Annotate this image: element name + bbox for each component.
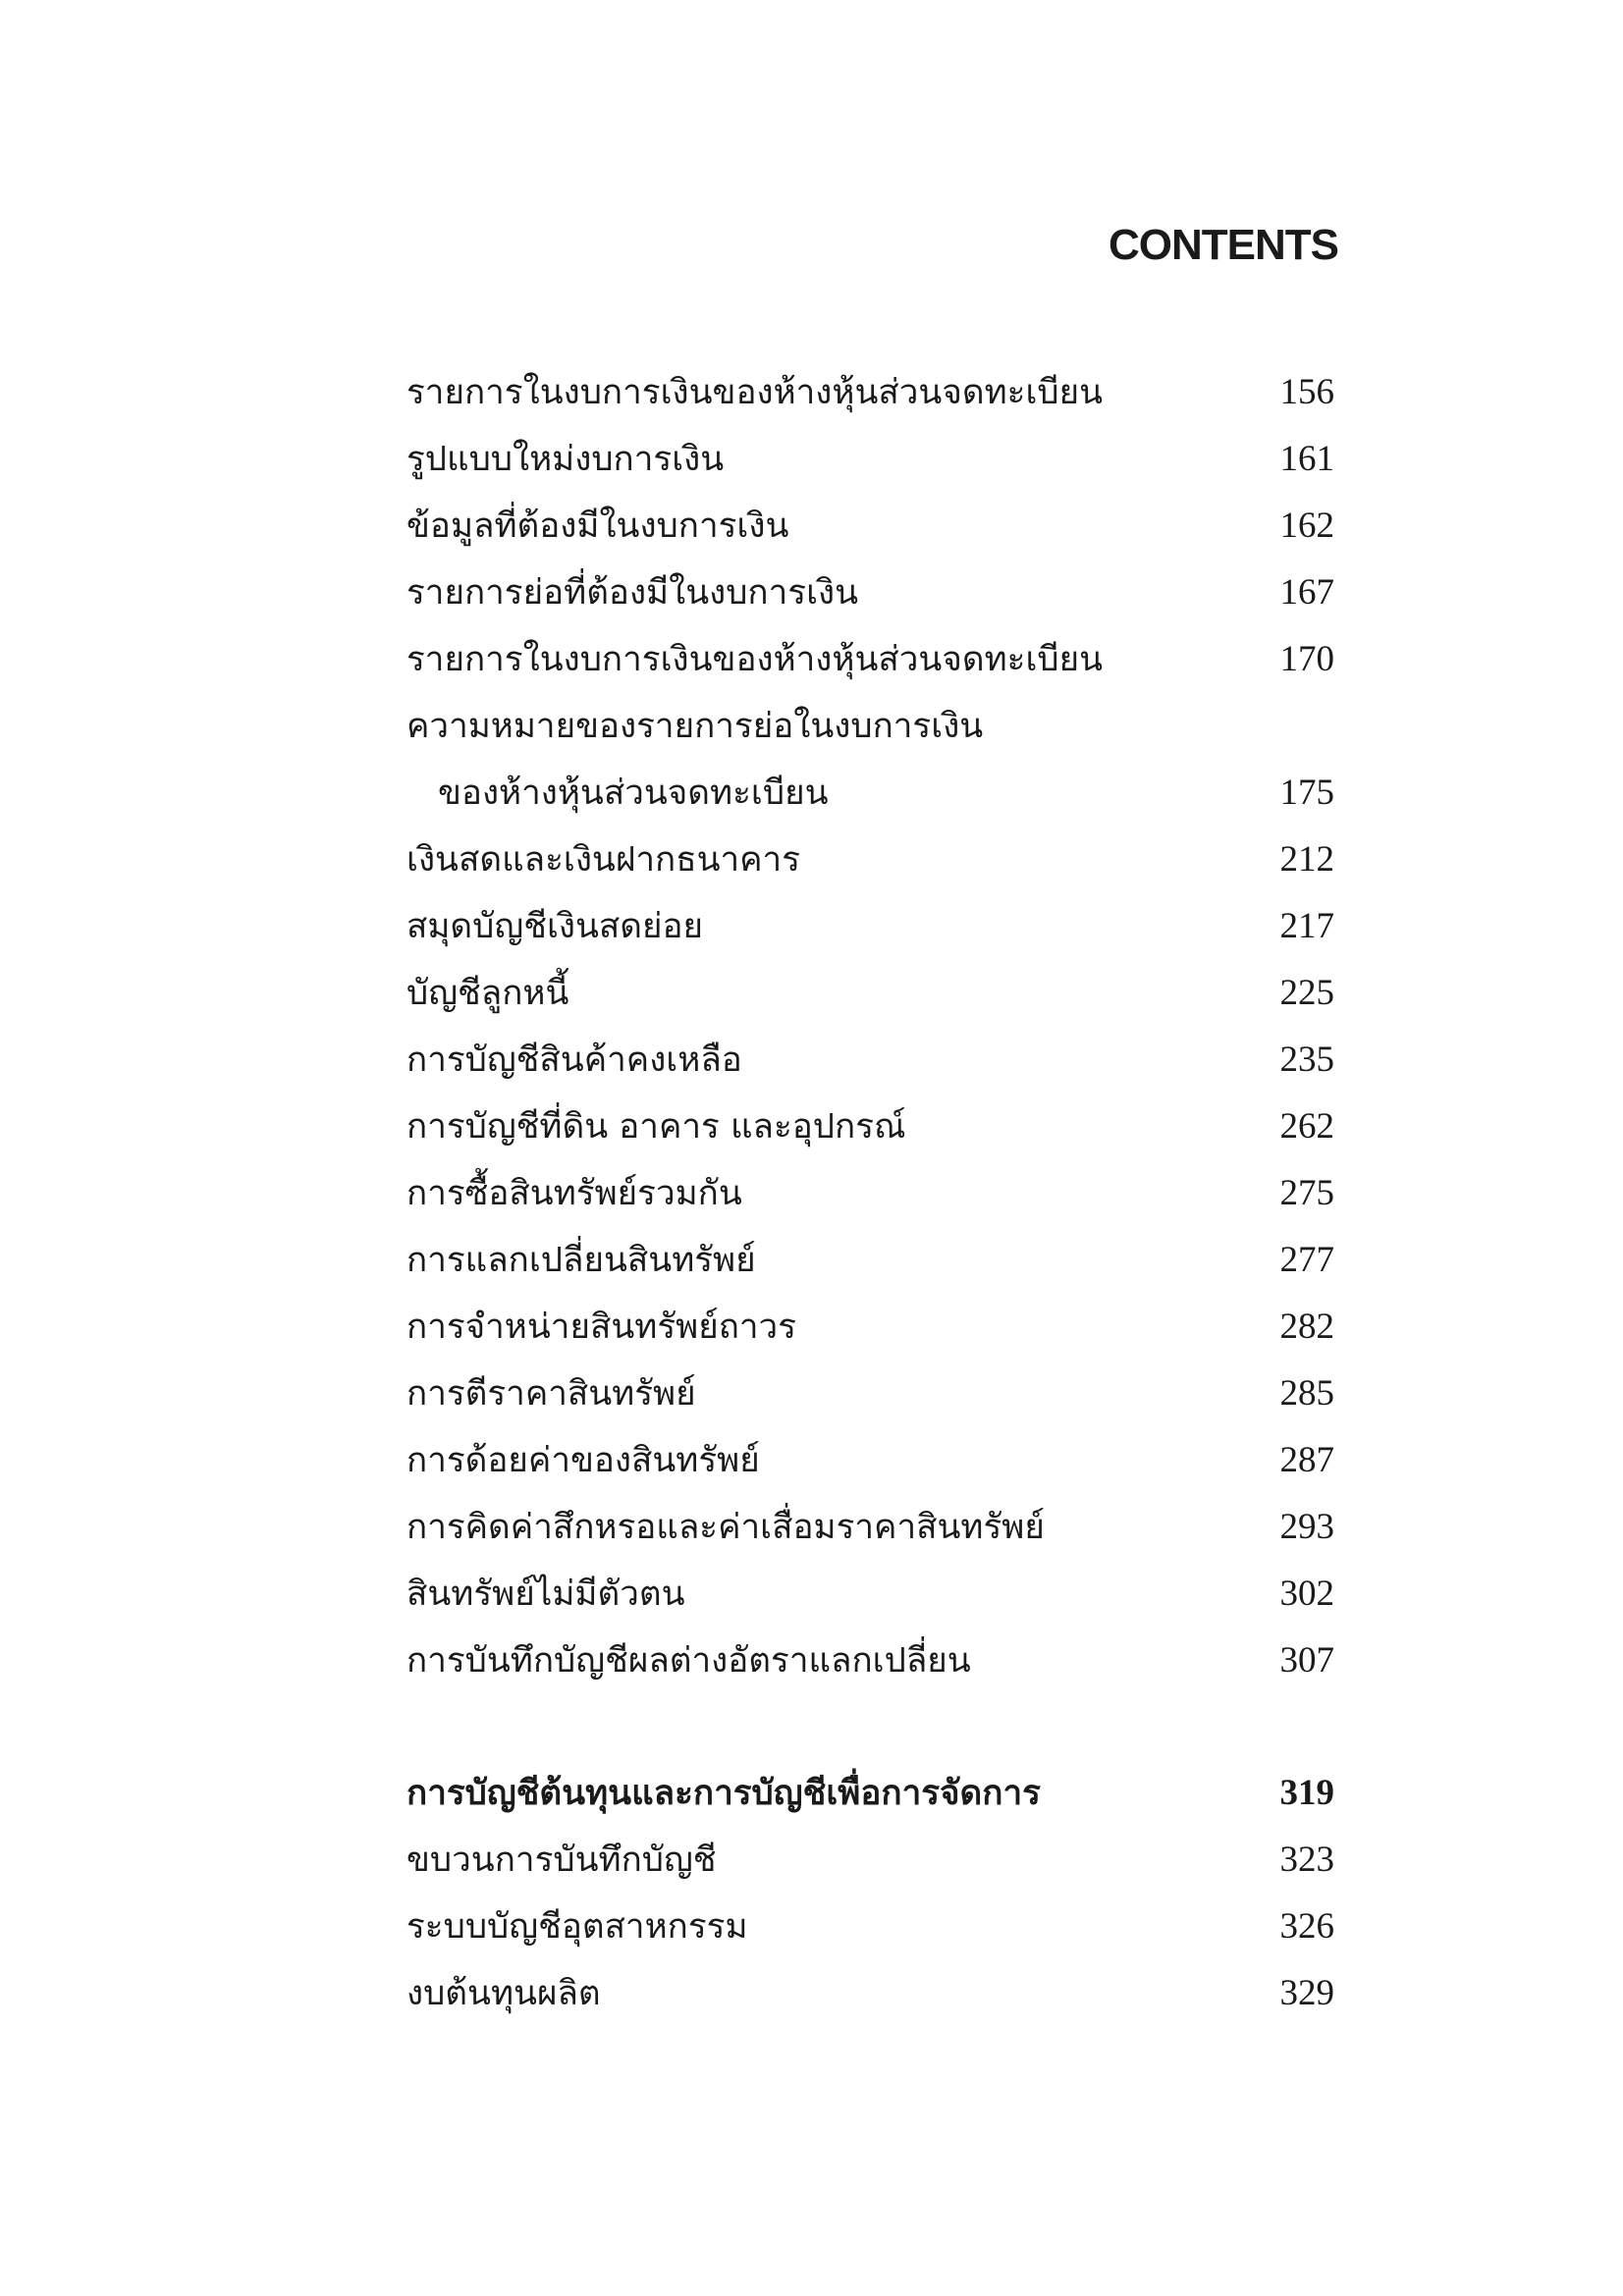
section-gap — [406, 1693, 1334, 1759]
toc-entry — [406, 559, 1334, 625]
toc-entry-title: การคิดค่าสึกหรอและค่าเสื่อมราคาสินทรัพย์ — [406, 1507, 1045, 1547]
toc-entry-page: 156 — [1279, 371, 1334, 412]
toc-entry-page: 161 — [1279, 438, 1334, 479]
toc-entry-page: 323 — [1279, 1839, 1334, 1880]
toc-entry-title: การบัญชีที่ดิน อาคาร และอุปกรณ์ — [406, 1106, 906, 1147]
toc-entry — [406, 892, 1334, 959]
toc-entry-title: รายการในงบการเงินของห้างหุ้นส่วนจดทะเบียน — [406, 372, 1104, 412]
toc-entry — [406, 692, 1334, 759]
toc-entry-title: งบต้นทุนผลิต — [406, 1973, 601, 2013]
toc-entry-page: 329 — [1279, 1972, 1334, 2013]
toc-entry-page: 170 — [1279, 638, 1334, 679]
page-heading: CONTENTS — [1109, 221, 1338, 269]
toc-entry-page: 319 — [1279, 1772, 1334, 1813]
toc-entry-page: 175 — [1279, 772, 1334, 813]
toc-entry-page: 307 — [1279, 1639, 1334, 1681]
toc-entry-title: การจำหน่ายสินทรัพย์ถาวร — [406, 1307, 796, 1347]
toc-entry — [406, 1426, 1334, 1493]
toc-entry — [406, 1026, 1334, 1093]
toc-entry-page: 326 — [1279, 1905, 1334, 1947]
toc-entry-title: ของห้างหุ้นส่วนจดทะเบียน — [438, 773, 829, 813]
toc-entry — [406, 358, 1334, 425]
toc-entry-page: 162 — [1279, 505, 1334, 546]
toc-entry-title: ความหมายของรายการย่อในงบการเงิน — [406, 706, 984, 746]
toc-entry-title: การแลกเปลี่ยนสินทรัพย์ — [406, 1240, 756, 1280]
toc-entry — [406, 1959, 1334, 2026]
toc-entry — [406, 959, 1334, 1026]
toc-entry-title: การตีราคาสินทรัพย์ — [406, 1373, 696, 1414]
toc-entry-title: การซื้อสินทรัพย์รวมกัน — [406, 1173, 742, 1213]
toc-entry-title: สินทรัพย์ไม่มีตัวตน — [406, 1574, 685, 1614]
toc-entry — [406, 492, 1334, 559]
toc-entry — [406, 1293, 1334, 1360]
toc-entry — [406, 1159, 1334, 1226]
toc-entry — [406, 1627, 1334, 1693]
toc-entry — [406, 1493, 1334, 1560]
toc-entry-title: รายการย่อที่ต้องมีในงบการเงิน — [406, 572, 859, 613]
toc-entry-page: 275 — [1279, 1172, 1334, 1213]
toc-entry-page: 302 — [1279, 1573, 1334, 1614]
toc-entry-title: การด้อยค่าของสินทรัพย์ — [406, 1440, 760, 1480]
toc-entry — [406, 1826, 1334, 1893]
toc-entry-page: 212 — [1279, 838, 1334, 880]
table-of-contents — [406, 358, 1334, 2026]
toc-entry — [406, 625, 1334, 692]
toc-entry — [406, 1226, 1334, 1293]
toc-entry-title: การบันทึกบัญชีผลต่างอัตราแลกเปลี่ยน — [406, 1640, 971, 1681]
toc-entry-title: การบัญชีต้นทุนและการบัญชีเพื่อการจัดการ — [406, 1773, 1041, 1813]
toc-entry — [406, 1893, 1334, 1959]
toc-entry-title: สมุดบัญชีเงินสดย่อย — [406, 906, 704, 946]
toc-entry-page: 293 — [1279, 1506, 1334, 1547]
toc-entry — [406, 1093, 1334, 1159]
toc-entry-page: 277 — [1279, 1239, 1334, 1280]
toc-entry-title: ข้อมูลที่ต้องมีในงบการเงิน — [406, 506, 789, 546]
toc-entry — [406, 1560, 1334, 1627]
toc-entry-title: รูปแบบใหม่งบการเงิน — [406, 439, 725, 479]
toc-entry-page: 167 — [1279, 571, 1334, 613]
toc-chapter-heading — [406, 1759, 1334, 1826]
toc-entry-page: 235 — [1279, 1039, 1334, 1080]
toc-entry-page: 285 — [1279, 1372, 1334, 1414]
toc-entry-continuation — [406, 759, 1334, 826]
toc-entry-page: 262 — [1279, 1105, 1334, 1147]
toc-entry-title: ระบบบัญชีอุตสาหกรรม — [406, 1906, 748, 1947]
toc-entry-page: 287 — [1279, 1439, 1334, 1480]
toc-entry-title: ขบวนการบันทึกบัญชี — [406, 1840, 717, 1880]
toc-entry-title: เงินสดและเงินฝากธนาคาร — [406, 839, 801, 880]
toc-entry-title: การบัญชีสินค้าคงเหลือ — [406, 1040, 742, 1080]
toc-entry-title: รายการในงบการเงินของห้างหุ้นส่วนจดทะเบียน — [406, 639, 1104, 679]
toc-entry-page: 282 — [1279, 1306, 1334, 1347]
toc-entry-title: บัญชีลูกหนี้ — [406, 973, 569, 1013]
toc-entry-page: 217 — [1279, 905, 1334, 946]
toc-entry — [406, 425, 1334, 492]
toc-entry-page: 225 — [1279, 972, 1334, 1013]
toc-entry — [406, 826, 1334, 892]
toc-entry — [406, 1360, 1334, 1426]
